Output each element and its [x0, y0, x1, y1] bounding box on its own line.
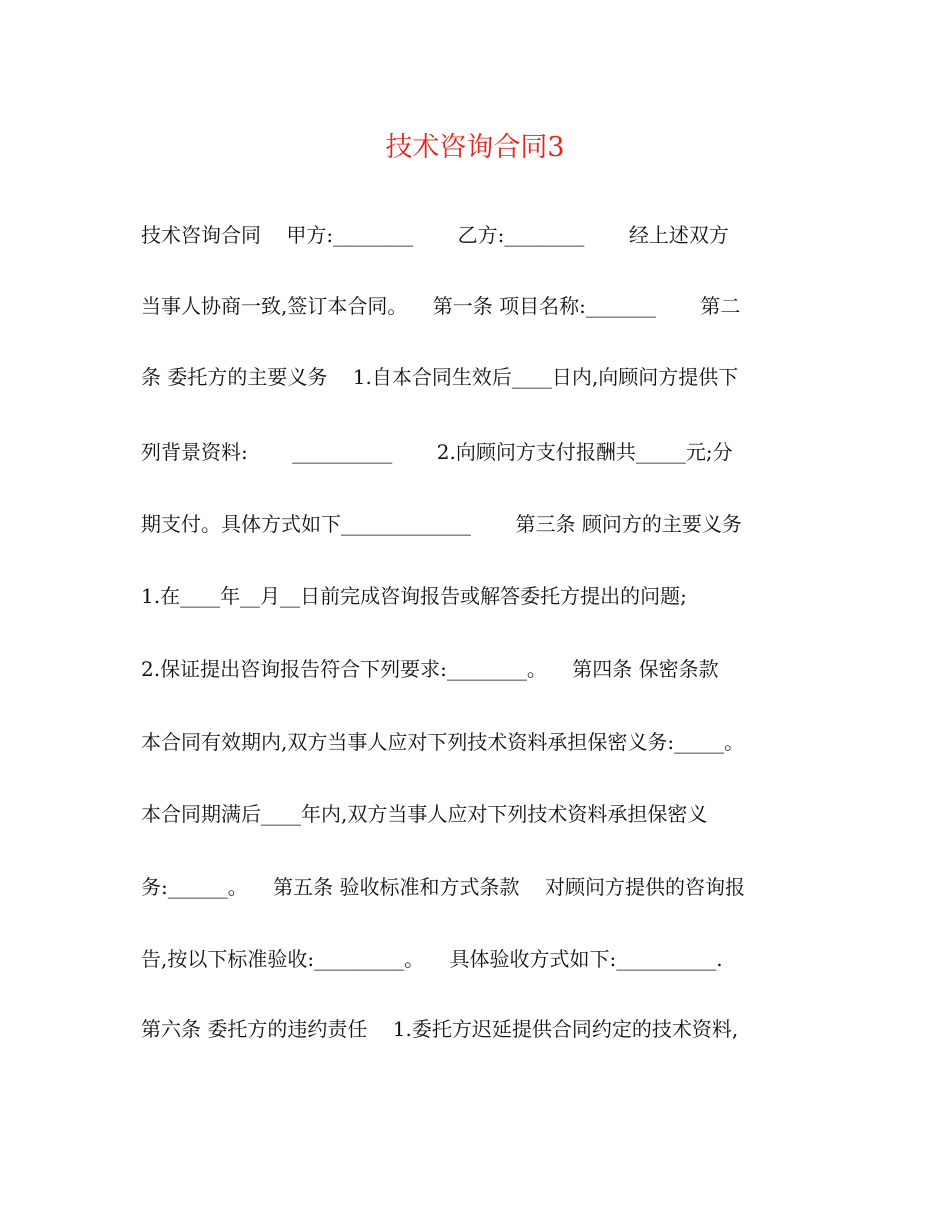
body-line: 第六条 委托方的违约责任 1.委托方迟延提供合同约定的技术资料,	[141, 1017, 739, 1041]
body-line: 务:______。 第五条 验收标准和方式条款 对顾问方提供的咨询报	[141, 875, 745, 899]
body-line: 告,按以下标准验收:_________。 具体验收方式如下:__________.	[141, 947, 723, 971]
body-line: 期支付。具体方式如下_____________ 第三条 顾问方的主要义务	[141, 512, 742, 536]
body-line: 2.保证提出咨询报告符合下列要求:________。 第四条 保密条款	[141, 657, 719, 681]
body-line: 当事人协商一致,签订本合同。 第一条 项目名称:_______ 第二	[141, 294, 741, 318]
body-line: 列背景资料: __________ 2.向顾问方支付报酬共_____元;分	[141, 440, 733, 464]
document-title: 技术咨询合同3	[385, 132, 565, 163]
body-line: 本合同期满后____年内,双方当事人应对下列技术资料承担保密义	[141, 802, 708, 826]
body-line: 1.在____年__月__日前完成咨询报告或解答委托方提出的问题;	[141, 584, 687, 608]
body-line: 本合同有效期内,双方当事人应对下列技术资料承担保密义务:_____。	[141, 730, 745, 754]
body-line: 条 委托方的主要义务 1.自本合同生效后____日内,向顾问方提供下	[141, 365, 739, 389]
body-line: 技术咨询合同 甲方:________ 乙方:________ 经上述双方	[141, 223, 729, 247]
